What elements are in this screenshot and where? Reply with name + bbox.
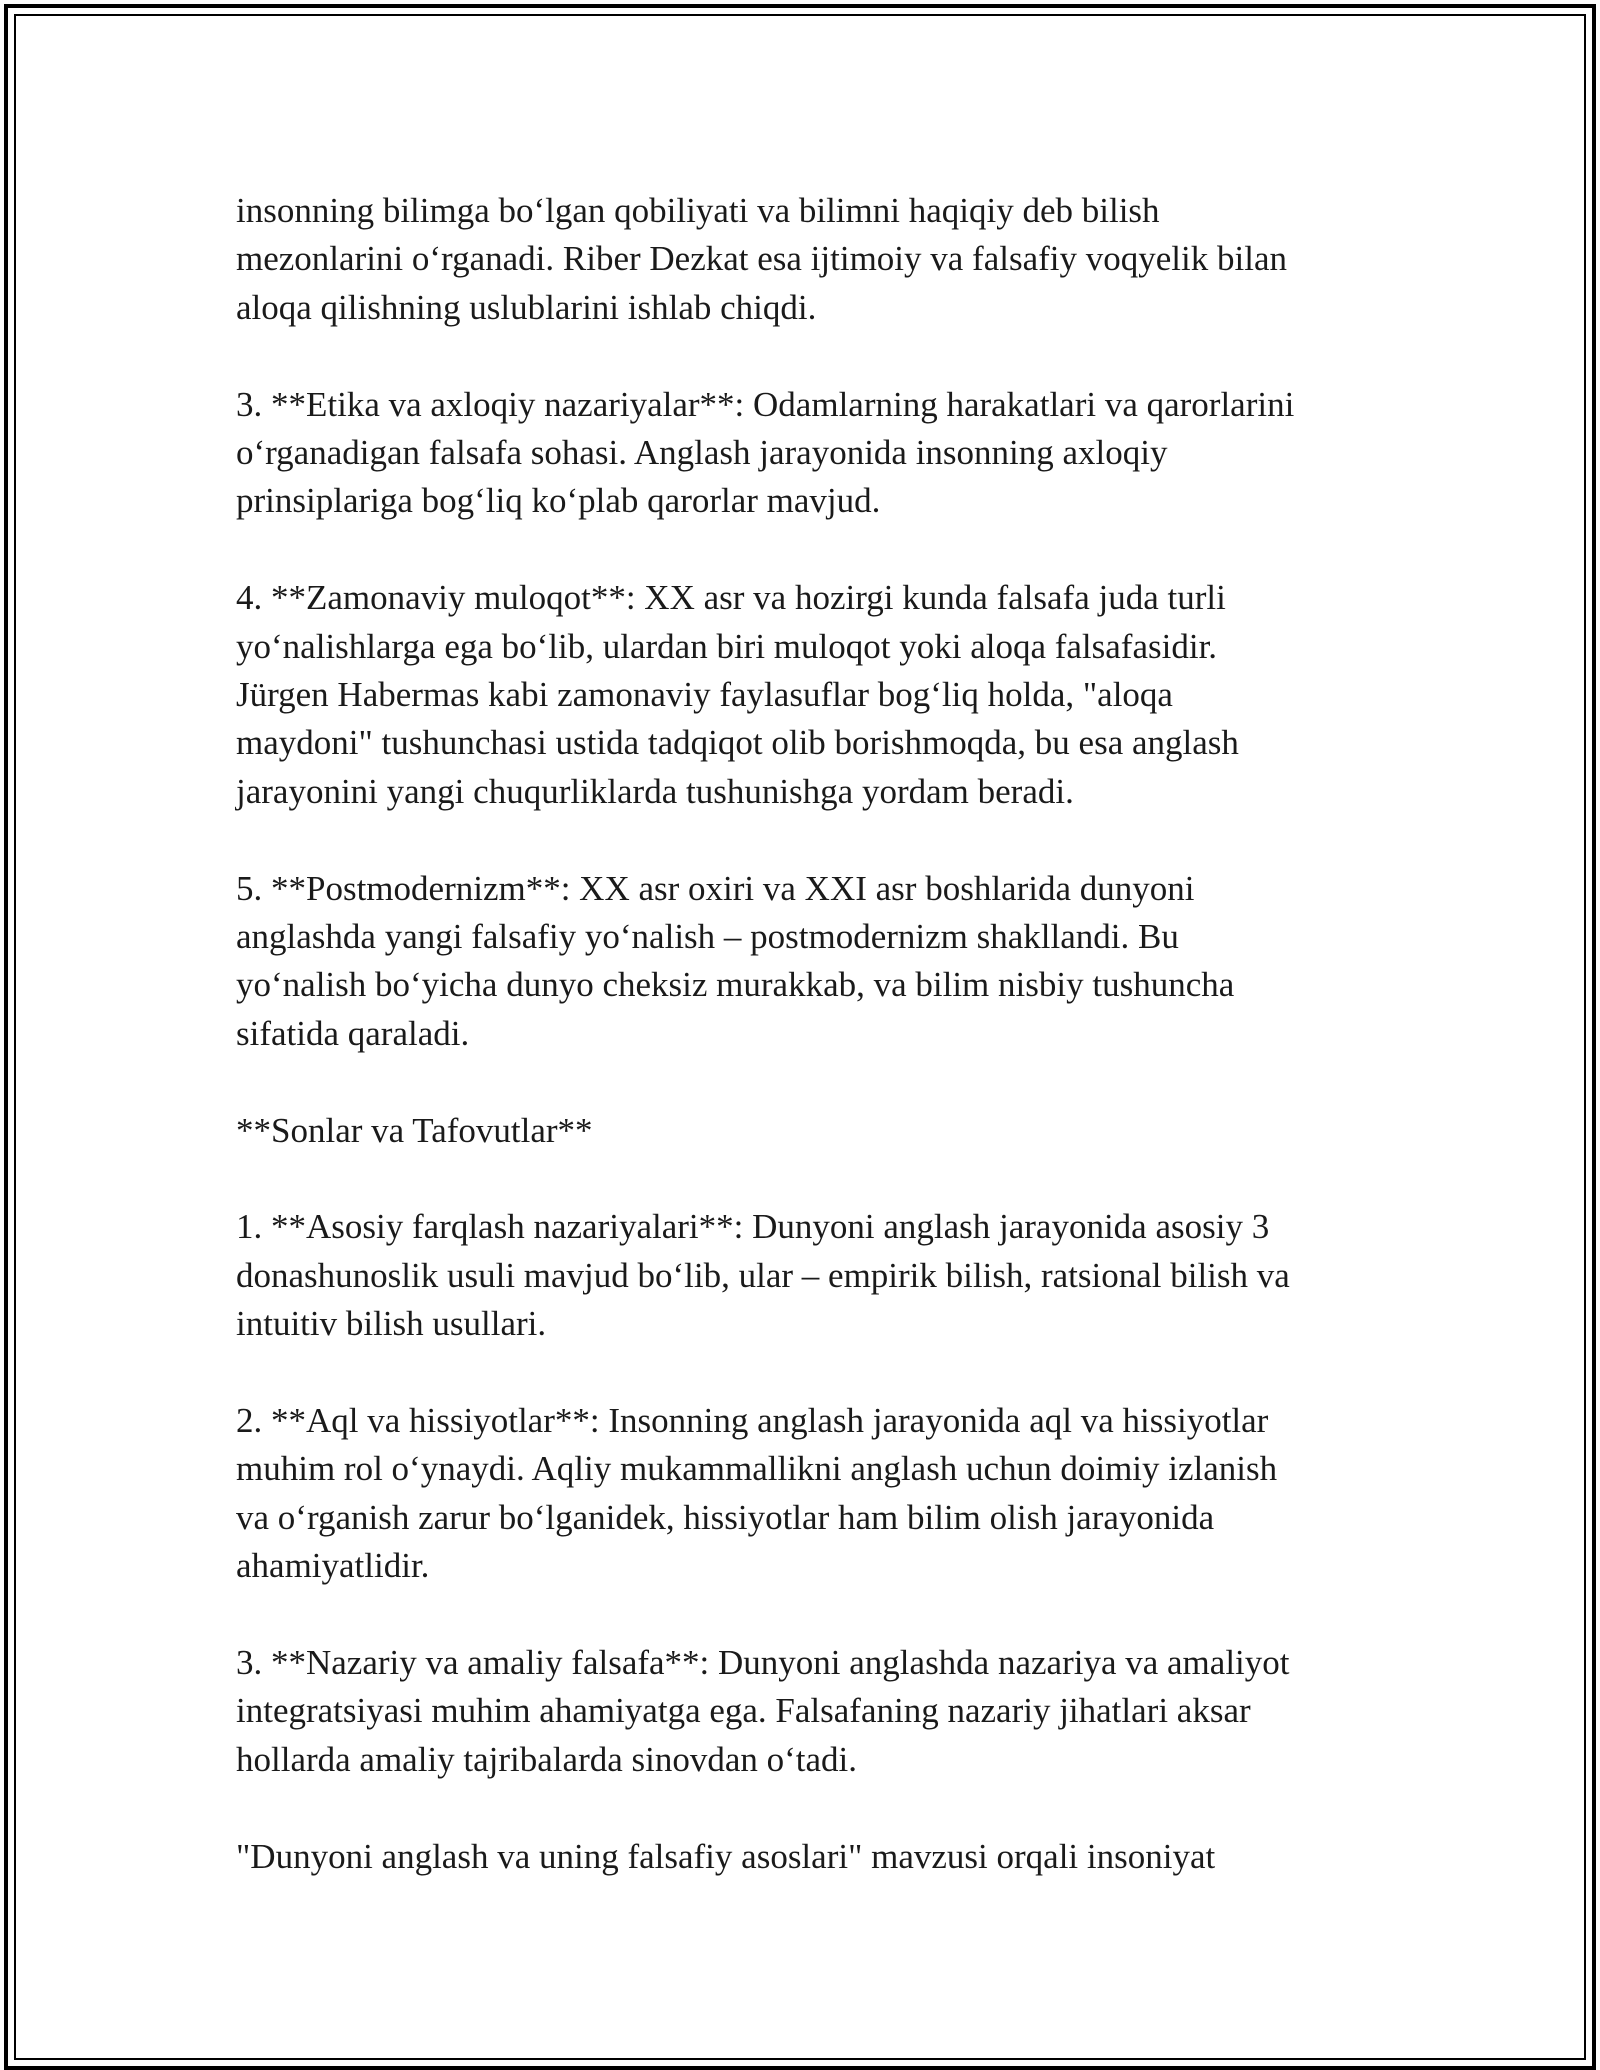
paragraph-knowledge-criteria: insonning bilimga bo‘lgan qobiliyati va bilimni haqiqiy deb bilish mezonlarini o‘rganadi. Riber Dezkat esa ijtimoiy va falsafiy voqyelik bilan aloqa qilishning uslublarini ishlab chiqdi. [236, 191, 1287, 327]
paragraph-spacer [236, 1349, 1376, 1397]
paragraph-conclusion-start: "Dunyoni anglash va uning falsafiy asoslari" mavzusi orqali insoniyat [236, 1836, 1216, 1876]
paragraph-spacer [236, 1784, 1376, 1832]
paragraph-spacer [236, 816, 1376, 864]
paragraph-spacer [236, 1155, 1376, 1203]
paragraph-theoretical-practical: 3. **Nazariy va amaliy falsafa**: Dunyoni anglashda nazariya va amaliyot integratsiyasi muhim ahamiyatga ega. Falsafaning nazariy jihatlari aksar hollarda amaliy tajribalarda sinovdan o‘tadi. [236, 1643, 1290, 1779]
paragraph-reason-emotions: 2. **Aql va hissiyotlar**: Insonning anglash jarayonida aql va hissiyotlar muhim rol o‘ynaydi. Aqliy mukammallikni anglash uchun doimiy izlanish va o‘rganish zarur bo‘lganidek, hissiyotlar ham bilim olish jarayonida ahamiyatlidir. [236, 1401, 1278, 1586]
paragraph-spacer [236, 1591, 1376, 1639]
paragraph-modern-communication: 4. **Zamonaviy muloqot**: XX asr va hozirgi kunda falsafa juda turli yo‘nalishlarga ega bo‘lib, ulardan biri muloqot yoki aloqa falsafasidir. Jürgen Habermas kabi zamonaviy faylasuflar bog‘liq holda, "aloqa maydoni" tushunchasi ustida tadqiqot olib borishmoqda, bu esa anglash jarayonini yangi chuqurliklarda tushunishga yordam beradi. [236, 578, 1239, 811]
paragraph-spacer [236, 526, 1376, 574]
paragraph-spacer [236, 1058, 1376, 1106]
document-body [236, 187, 1376, 1881]
section-heading: **Sonlar va Tafovutlar** [236, 1110, 593, 1150]
paragraph-postmodernism: 5. **Postmodernizm**: XX asr oxiri va XXI asr boshlarida dunyoni anglashda yangi falsafiy yo‘nalish – postmodernizm shakllandi. Bu yo‘nalish bo‘yicha dunyo cheksiz murakkab, va bilim nisbiy tushuncha sifatida qaraladi. [236, 868, 1235, 1053]
paragraph-spacer [236, 332, 1376, 380]
paragraph-distinction-theories: 1. **Asosiy farqlash nazariyalari**: Dunyoni anglash jarayonida asosiy 3 donashunoslik usuli mavjud bo‘lib, ular – empirik bilish, ratsional bilish va intuitiv bilish usullari. [236, 1207, 1290, 1344]
paragraph-ethics: 3. **Etika va axloqiy nazariyalar**: Odamlarning harakatlari va qarorlarini o‘rganadigan falsafa sohasi. Anglash jarayonida insonning axloqiy prinsiplariga bog‘liq ko‘plab qarorlar mavjud. [236, 384, 1295, 521]
